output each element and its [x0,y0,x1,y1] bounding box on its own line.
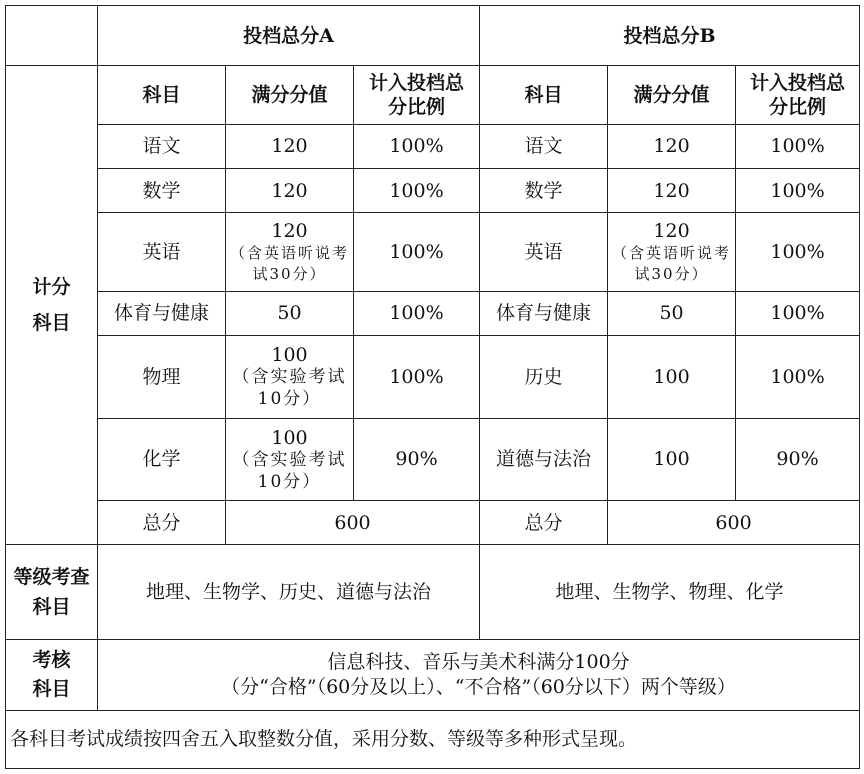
footnote: 各科目考试成绩按四舍五入取整数分值，采用分数、等级等多种形式呈现。 [6,710,860,768]
ratio-a-2: 100% [354,213,480,292]
subject-a-2: 英语 [98,213,226,292]
ratio-a-3: 100% [354,291,480,335]
ratio-b-1: 100% [736,169,860,213]
group-b-title: 投档总分B [480,6,860,66]
total-label-a: 总分 [98,501,226,545]
col-header-ratio-a: 计入投档总分比例 [354,66,480,124]
full-b-0: 120 [608,124,736,168]
subject-a-3: 体育与健康 [98,291,226,335]
ratio-a-4: 100% [354,336,480,419]
subject-b-3: 体育与健康 [480,291,608,335]
full-a-3: 50 [226,291,354,335]
full-b-3: 50 [608,291,736,335]
subject-b-1: 数学 [480,169,608,213]
assessment-subjects-label: 考核科目 [6,640,98,710]
col-header-full-a: 满分分值 [226,66,354,124]
full-b-1: 120 [608,169,736,213]
total-value-b: 600 [608,501,860,545]
ratio-b-0: 100% [736,124,860,168]
col-header-ratio-b: 计入投档总分比例 [736,66,860,124]
full-a-2: 120 （含英语听说考试30分） [226,213,354,292]
ratio-b-2: 100% [736,213,860,292]
scoring-subjects-label: 计分科目 [6,66,98,545]
subject-a-5: 化学 [98,418,226,501]
subject-b-5: 道德与法治 [480,418,608,501]
ratio-b-4: 100% [736,336,860,419]
full-b-4: 100 [608,336,736,419]
subject-a-4: 物理 [98,336,226,419]
grade-subjects-a: 地理、生物学、历史、道德与法治 [98,545,480,640]
full-a-1: 120 [226,169,354,213]
full-a-0: 120 [226,124,354,168]
col-header-subject-a: 科目 [98,66,226,124]
ratio-b-3: 100% [736,291,860,335]
subject-a-0: 语文 [98,124,226,168]
ratio-a-1: 100% [354,169,480,213]
subject-b-0: 语文 [480,124,608,168]
assessment-subjects-content: 信息科技、音乐与美术科满分100分 （分“合格”（60分及以上）、“不合格”（60分以下）两个等级） [98,640,860,710]
score-table [5,5,860,769]
subject-b-2: 英语 [480,213,608,292]
full-b-2: 120 （含英语听说考试30分） [608,213,736,292]
subject-b-4: 历史 [480,336,608,419]
ratio-a-5: 90% [354,418,480,501]
ratio-a-0: 100% [354,124,480,168]
group-a-title: 投档总分A [98,6,480,66]
full-a-4: 100 （含实验考试10分） [226,336,354,419]
subject-a-1: 数学 [98,169,226,213]
grade-subjects-label: 等级考查科目 [6,545,98,640]
grade-subjects-b: 地理、生物学、物理、化学 [480,545,860,640]
corner-cell [6,6,98,66]
total-value-a: 600 [226,501,480,545]
col-header-subject-b: 科目 [480,66,608,124]
total-label-b: 总分 [480,501,608,545]
full-a-5: 100 （含实验考试10分） [226,418,354,501]
ratio-b-5: 90% [736,418,860,501]
col-header-full-b: 满分分值 [608,66,736,124]
full-b-5: 100 [608,418,736,501]
